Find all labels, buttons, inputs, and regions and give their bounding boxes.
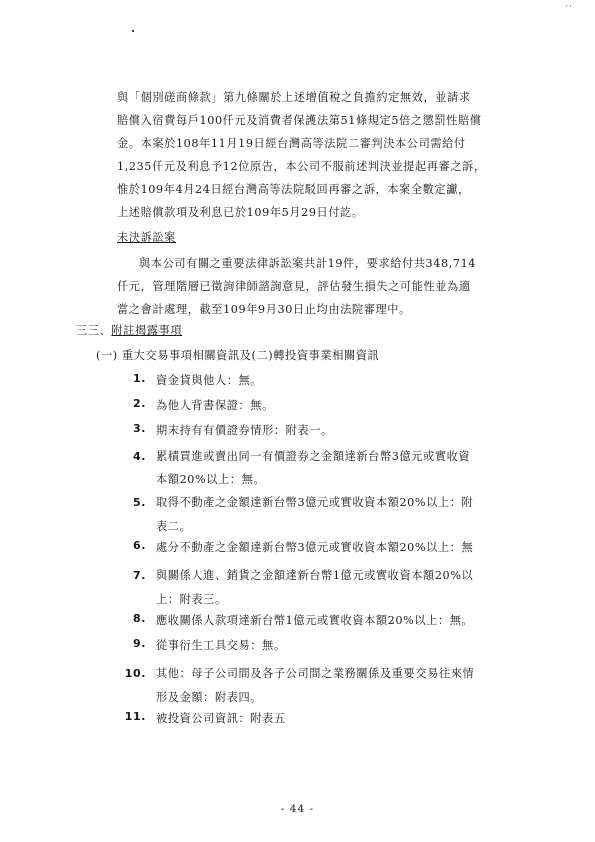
paragraph-line: 仟元，管理階層已徵詢律師諮詢意見，評估發生損失之可能性並為適 (117, 280, 471, 293)
list-item (120, 637, 550, 662)
section-heading (76, 322, 182, 338)
item-text: 上：附表三。 (156, 593, 227, 606)
item-number: 9. (132, 637, 146, 650)
paragraph-line: 金。本案於108年11月19日經台灣高等法院二審判決本公司需給付 (117, 137, 466, 150)
item-text: 應收關係人款項達新台幣1億元或實收資本額20%以上：無。 (156, 614, 474, 627)
list-item (120, 539, 550, 564)
item-text: 取得不動產之金額達新台幣3億元或實收資本額20%以上：附 (156, 496, 474, 509)
item-text: 為他人背書保證：無。 (156, 399, 274, 412)
corner-mark: ·· (565, 2, 573, 12)
item-number: 3. (132, 422, 146, 435)
item-text: 處分不動產之金額達新台幣3億元或實收資本額20%以上：無 (156, 541, 474, 554)
section-title: 附註揭露事項 (111, 324, 183, 337)
list-item (120, 662, 550, 710)
item-number: 2. (132, 397, 146, 410)
list-item (120, 491, 550, 539)
list-item (120, 422, 550, 445)
item-number: 10. (124, 667, 146, 680)
list-item (120, 372, 550, 397)
item-text: 被投資公司資訊：附表五 (156, 712, 286, 725)
paragraph-line: 上述賠償款項及利息已於109年5月29日付訖。 (117, 206, 364, 219)
paragraph-line: 惟於109年4月24日經台灣高等法院駁回再審之訴，本案全數定讞， (117, 183, 470, 196)
item-number: 1. (132, 372, 146, 385)
item-number: 4. (132, 450, 146, 463)
item-number: 6. (132, 539, 146, 552)
item-text: 從事衍生工具交易：無。 (156, 639, 286, 652)
pending-litigation-heading: 未決訴訟案 (117, 231, 176, 244)
item-number: 5. (132, 496, 146, 509)
paragraph-line: 當之會計處理，截至109年9月30日止均由法院審理中。 (117, 303, 411, 316)
pending-litigation-paragraph (117, 252, 547, 321)
item-text: 與關係人進、銷貨之金額達新台幣1億元或實收資本額20%以 (156, 569, 474, 582)
item-text: 資金貸與他人：無。 (156, 374, 263, 387)
list-item (120, 564, 550, 612)
item-text: 表二。 (156, 520, 192, 533)
disclosure-list (120, 372, 550, 735)
item-number: 8. (132, 612, 146, 625)
item-text: 期末持有有價證券情形：附表一。 (156, 424, 333, 437)
list-item (120, 397, 550, 422)
list-item (120, 445, 550, 491)
paragraph-line: 與本公司有關之重要法律訴訟案共計19件，要求給付共348,714 (139, 257, 477, 270)
paragraph-line: 1,235仟元及利息予12位原告，本公司不服前述判決並提起再審之訴， (117, 160, 486, 173)
scan-speck (132, 30, 134, 32)
list-item (120, 710, 550, 735)
item-number: 11. (124, 710, 146, 723)
item-text: 累積買進或賣出同一有價證券之金額達新台幣3億元或實收資 (156, 450, 471, 463)
item-text: 本額20%以上：無。 (156, 473, 266, 486)
lawsuit-paragraph (117, 86, 547, 224)
section-number: 三三、 (76, 324, 112, 337)
paragraph-line: 賠償入宿費每戶100仟元及消費者保護法第51條規定5倍之懲罰性賠償 (117, 114, 482, 127)
item-text: 其他：母子公司間及各子公司間之業務關係及重要交易往來情 (156, 667, 475, 680)
item-text: 形及金額：附表四。 (156, 691, 263, 704)
list-item (120, 612, 550, 637)
subsection-heading: (一) 重大交易事項相關資訊及(二)轉投資事業相關資訊 (96, 349, 380, 362)
paragraph-line: 與「個別磋商條款」第九條關於上述增值稅之負擔約定無效，並請求 (117, 91, 471, 104)
page-number: - 44 - (280, 803, 315, 815)
item-number: 7. (132, 569, 146, 582)
